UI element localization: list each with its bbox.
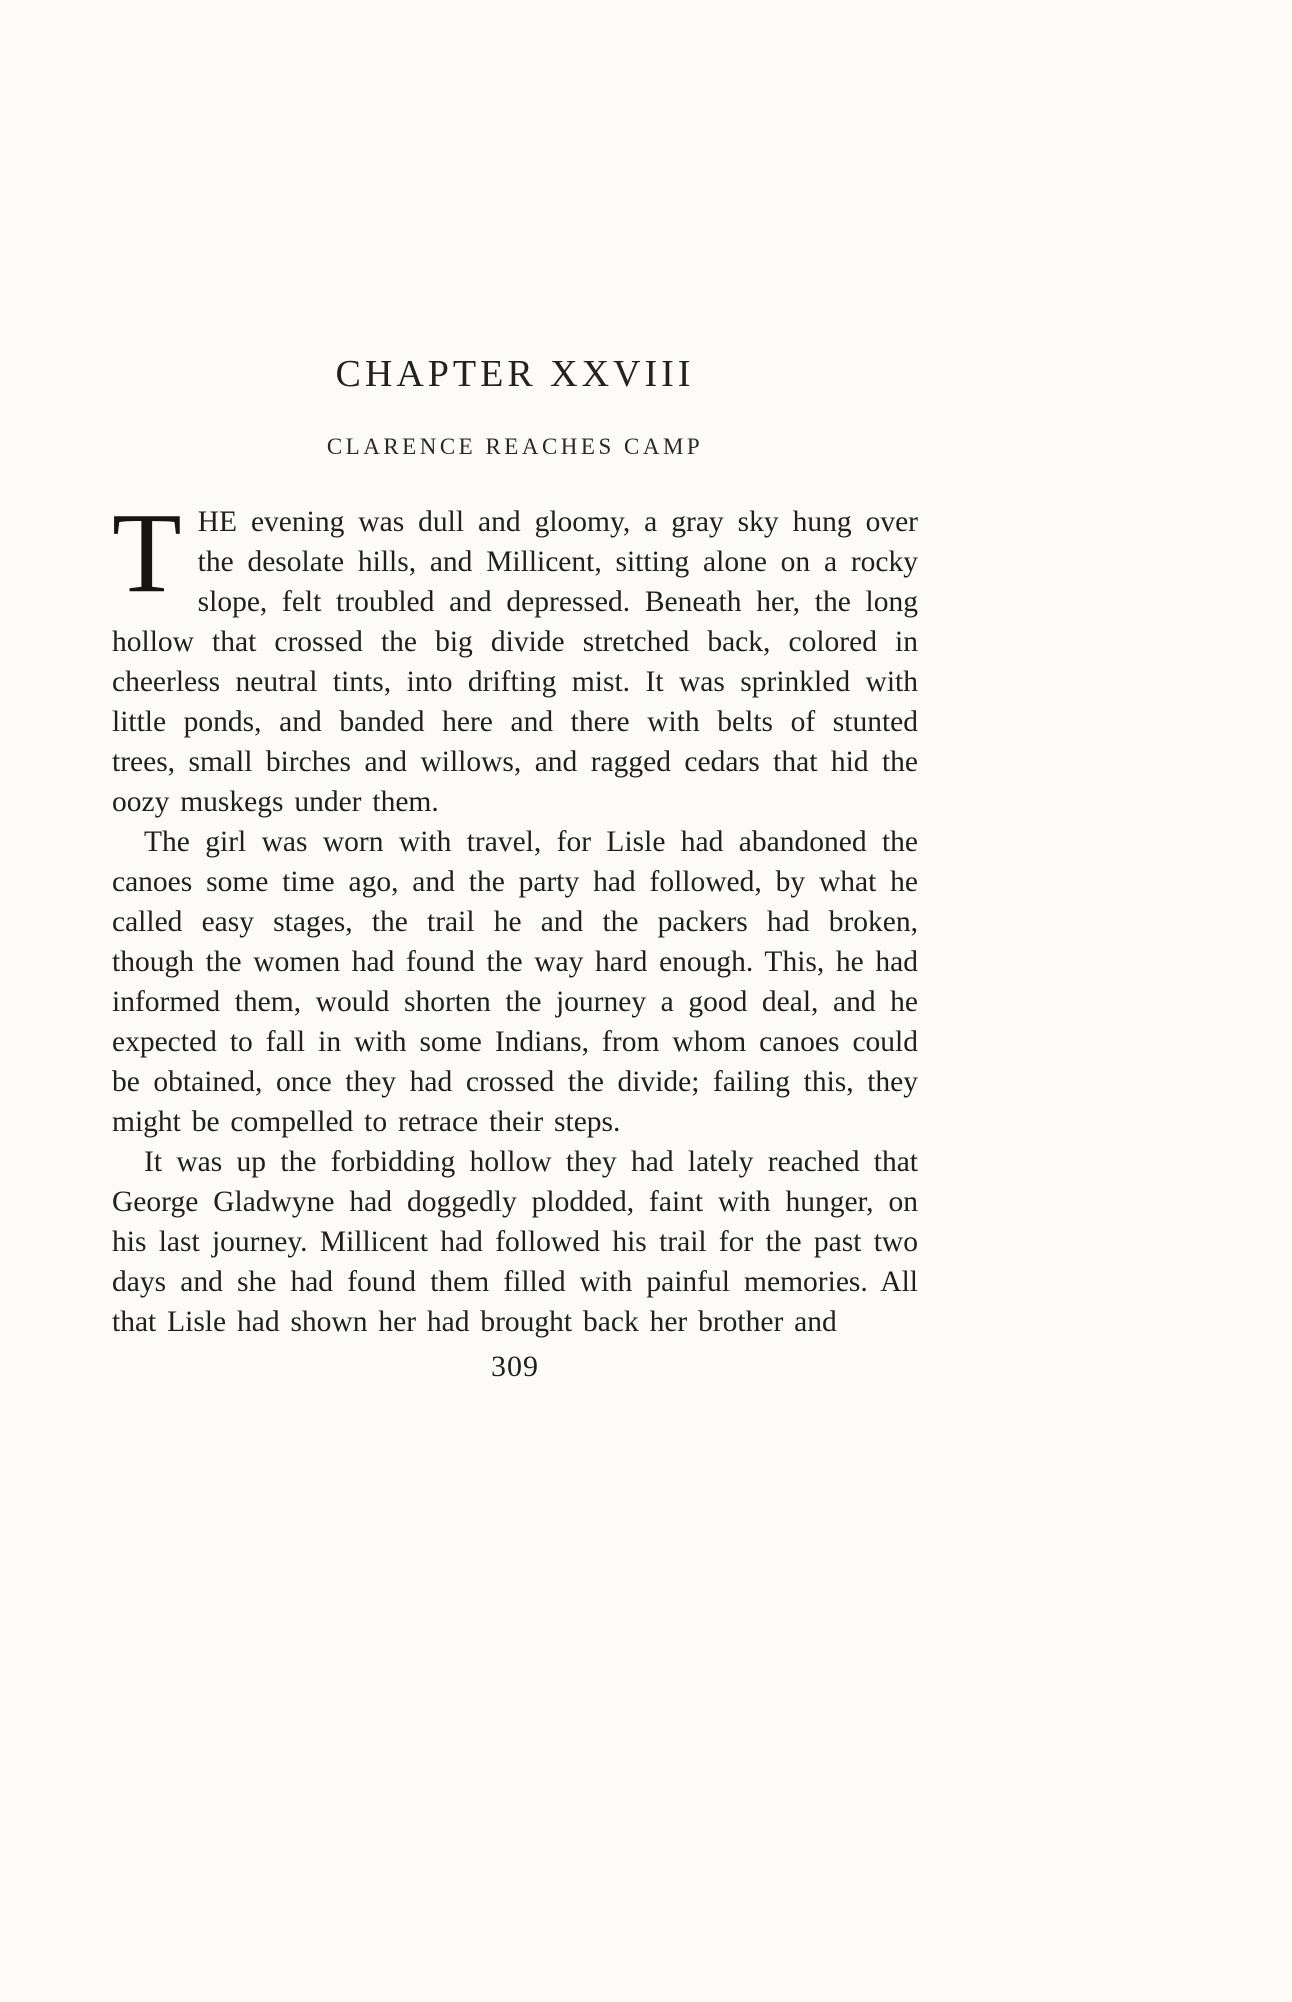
body-copy xyxy=(112,489,918,1342)
paragraph-second: The girl was worn with travel, for Lisle had abandoned the canoes some time ago, and the party had followed, by what he called easy stages, the trail he and the packers had broken, though the women had found the way hard enough. This, he had informed them, would shorten the journey a good deal, and he expected to fall in with some Indians, from whom canoes could be obtained, once they had crossed the divide; failing this, they might be compelled to retrace their steps. xyxy=(112,826,918,1138)
paragraph-third: It was up the forbidding hollow they had lately reached that George Gladwyne had doggedly plodded, faint with hunger, on his last journey. Millicent had followed his trail for the past two days and she had found them filled with painful memories. All that Lisle had shown her had brought back her brother and xyxy=(112,1146,918,1338)
text-block xyxy=(112,352,918,1384)
paragraph-opening-text: HE evening was dull and gloomy, a gray sky hung over the desolate hills, and Millicent, sitting alone on a rocky slope, felt troubled and depressed. Beneath her, the long hollow that crossed the big divide stretched back, colored in cheerless neutral tints, into drifting mist. It was sprinkled with little ponds, and banded here and there with belts of stunted trees, small birches and willows, and ragged cedars that hid the oozy muskegs under them. xyxy=(112,506,918,818)
chapter-title: CHAPTER XXVIII xyxy=(335,353,695,395)
paragraph-opening xyxy=(112,489,918,822)
drop-cap-letter: T xyxy=(112,489,182,616)
chapter-subtitle: CLARENCE REACHES CAMP xyxy=(326,434,704,459)
page-number: 309 xyxy=(491,1350,539,1383)
